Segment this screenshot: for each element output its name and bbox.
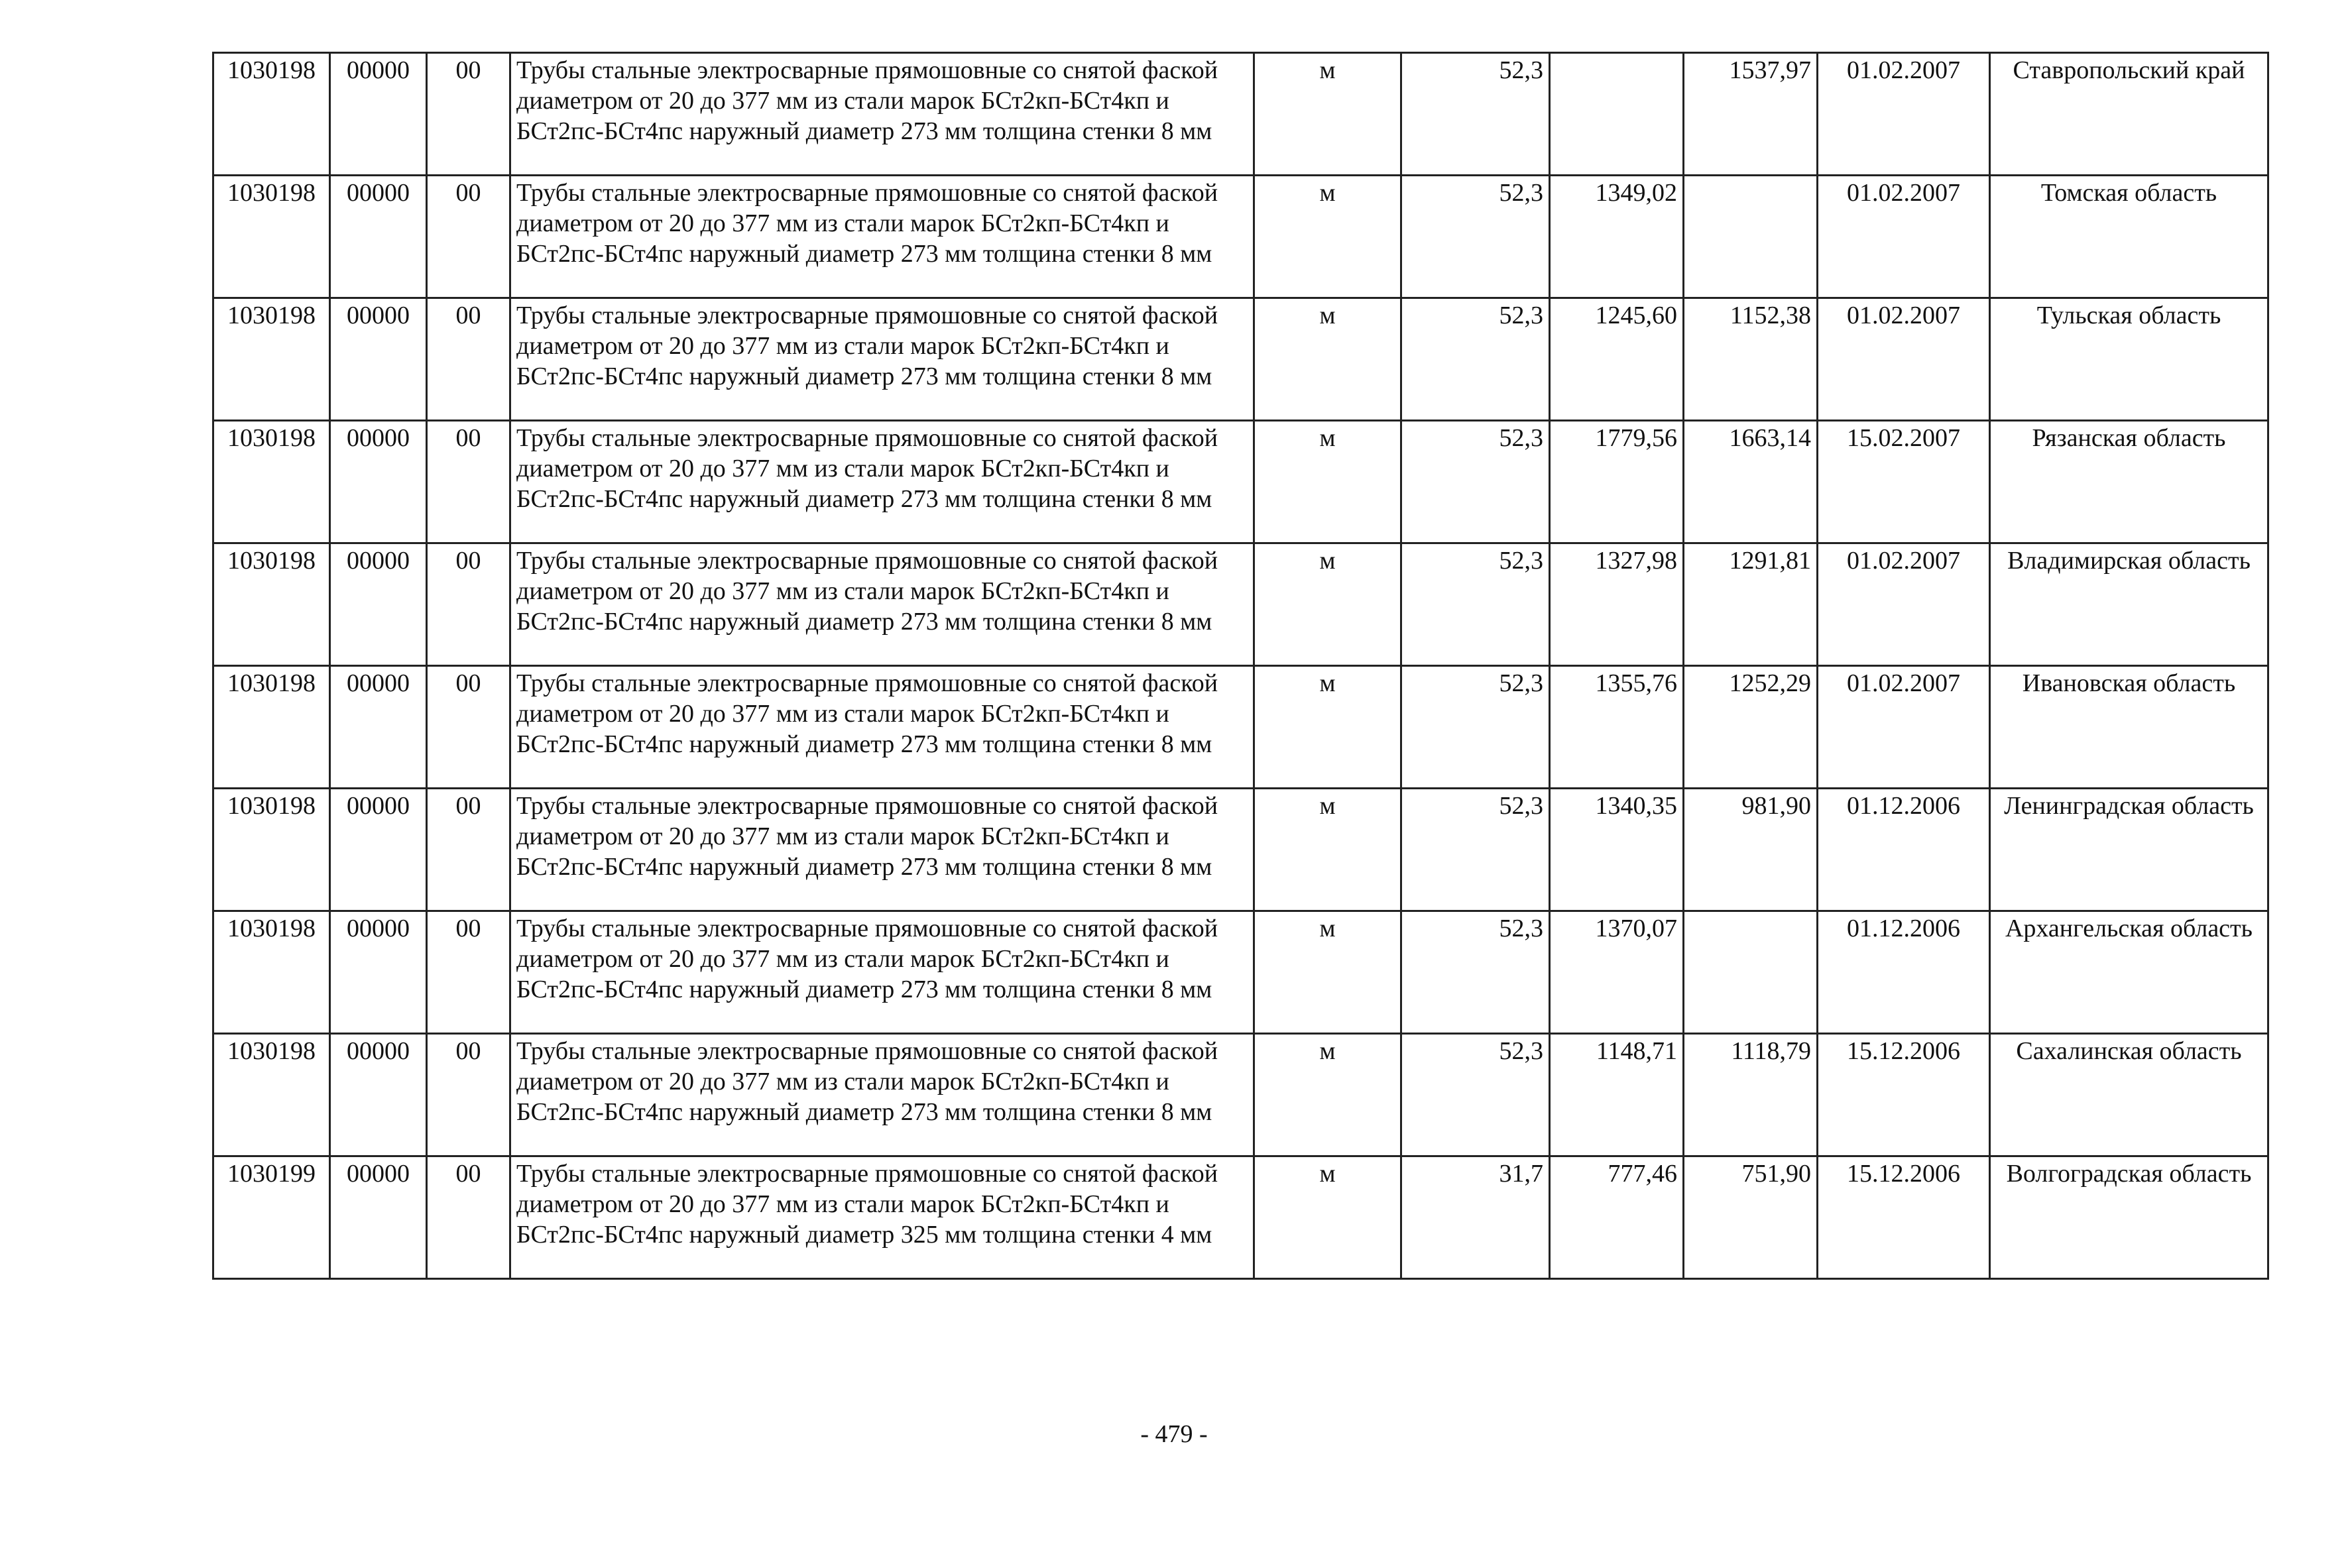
sub-code2-cell: 00 <box>427 298 510 421</box>
table-row <box>213 789 2268 911</box>
table-row <box>213 1156 2268 1279</box>
description-cell: Трубы стальные электросварные прямошовные со снятой фаской диаметром от 20 до 377 мм из стали марок БСт2кп-БСт4кп и БСт2пс-БСт4пс наружный диаметр 273 мм толщина стенки 8 мм <box>510 176 1254 298</box>
quantity-cell: 52,3 <box>1401 1034 1550 1156</box>
quantity-cell: 52,3 <box>1401 666 1550 789</box>
date-cell: 15.02.2007 <box>1818 421 1990 543</box>
item-code-cell: 1030198 <box>213 666 330 789</box>
description-cell: Трубы стальные электросварные прямошовные со снятой фаской диаметром от 20 до 377 мм из стали марок БСт2кп-БСт4кп и БСт2пс-БСт4пс наружный диаметр 325 мм толщина стенки 4 мм <box>510 1156 1254 1279</box>
region-cell: Ивановская область <box>1990 666 2268 789</box>
description-cell: Трубы стальные электросварные прямошовные со снятой фаской диаметром от 20 до 377 мм из стали марок БСт2кп-БСт4кп и БСт2пс-БСт4пс наружный диаметр 273 мм толщина стенки 8 мм <box>510 298 1254 421</box>
description-cell: Трубы стальные электросварные прямошовные со снятой фаской диаметром от 20 до 377 мм из стали марок БСт2кп-БСт4кп и БСт2пс-БСт4пс наружный диаметр 273 мм толщина стенки 8 мм <box>510 911 1254 1034</box>
region-cell: Владимирская область <box>1990 543 2268 666</box>
description-cell: Трубы стальные электросварные прямошовные со снятой фаской диаметром от 20 до 377 мм из стали марок БСт2кп-БСт4кп и БСт2пс-БСт4пс наружный диаметр 273 мм толщина стенки 8 мм <box>510 666 1254 789</box>
table-row <box>213 666 2268 789</box>
region-cell: Сахалинская область <box>1990 1034 2268 1156</box>
price-alt-cell: 1537,97 <box>1684 53 1818 176</box>
description-cell: Трубы стальные электросварные прямошовные со снятой фаской диаметром от 20 до 377 мм из стали марок БСт2кп-БСт4кп и БСт2пс-БСт4пс наружный диаметр 273 мм толщина стенки 8 мм <box>510 1034 1254 1156</box>
price-alt-cell <box>1684 911 1818 1034</box>
page-number: - 479 - <box>1140 1420 1208 1448</box>
sub-code-cell: 00000 <box>330 789 427 911</box>
unit-cell: м <box>1254 543 1401 666</box>
table-row <box>213 421 2268 543</box>
price-cell: 777,46 <box>1550 1156 1684 1279</box>
sub-code-cell: 00000 <box>330 421 427 543</box>
unit-cell: м <box>1254 298 1401 421</box>
quantity-cell: 52,3 <box>1401 789 1550 911</box>
table-row <box>213 543 2268 666</box>
sub-code2-cell: 00 <box>427 1156 510 1279</box>
unit-cell: м <box>1254 1156 1401 1279</box>
description-cell: Трубы стальные электросварные прямошовные со снятой фаской диаметром от 20 до 377 мм из стали марок БСт2кп-БСт4кп и БСт2пс-БСт4пс наружный диаметр 273 мм толщина стенки 8 мм <box>510 421 1254 543</box>
date-cell: 01.12.2006 <box>1818 789 1990 911</box>
sub-code-cell: 00000 <box>330 543 427 666</box>
unit-cell: м <box>1254 53 1401 176</box>
price-alt-cell: 1291,81 <box>1684 543 1818 666</box>
date-cell: 01.02.2007 <box>1818 176 1990 298</box>
sub-code-cell: 00000 <box>330 298 427 421</box>
region-cell: Волгоградская область <box>1990 1156 2268 1279</box>
price-cell: 1327,98 <box>1550 543 1684 666</box>
sub-code2-cell: 00 <box>427 666 510 789</box>
date-cell: 01.02.2007 <box>1818 666 1990 789</box>
item-code-cell: 1030198 <box>213 1034 330 1156</box>
region-cell: Ленинградская область <box>1990 789 2268 911</box>
unit-cell: м <box>1254 666 1401 789</box>
price-cell: 1148,71 <box>1550 1034 1684 1156</box>
region-cell: Тульская область <box>1990 298 2268 421</box>
date-cell: 01.12.2006 <box>1818 911 1990 1034</box>
price-alt-cell: 981,90 <box>1684 789 1818 911</box>
quantity-cell: 52,3 <box>1401 176 1550 298</box>
description-cell: Трубы стальные электросварные прямошовные со снятой фаской диаметром от 20 до 377 мм из стали марок БСт2кп-БСт4кп и БСт2пс-БСт4пс наружный диаметр 273 мм толщина стенки 8 мм <box>510 53 1254 176</box>
price-alt-cell: 751,90 <box>1684 1156 1818 1279</box>
price-cell: 1779,56 <box>1550 421 1684 543</box>
region-cell: Рязанская область <box>1990 421 2268 543</box>
quantity-cell: 31,7 <box>1401 1156 1550 1279</box>
price-alt-cell: 1118,79 <box>1684 1034 1818 1156</box>
item-code-cell: 1030198 <box>213 911 330 1034</box>
price-alt-cell: 1663,14 <box>1684 421 1818 543</box>
sub-code-cell: 00000 <box>330 176 427 298</box>
date-cell: 01.02.2007 <box>1818 298 1990 421</box>
region-cell: Томская область <box>1990 176 2268 298</box>
item-code-cell: 1030198 <box>213 543 330 666</box>
item-code-cell: 1030198 <box>213 789 330 911</box>
sub-code2-cell: 00 <box>427 911 510 1034</box>
description-cell: Трубы стальные электросварные прямошовные со снятой фаской диаметром от 20 до 377 мм из стали марок БСт2кп-БСт4кп и БСт2пс-БСт4пс наружный диаметр 273 мм толщина стенки 8 мм <box>510 543 1254 666</box>
price-cell: 1355,76 <box>1550 666 1684 789</box>
date-cell: 15.12.2006 <box>1818 1156 1990 1279</box>
date-cell: 01.02.2007 <box>1818 53 1990 176</box>
quantity-cell: 52,3 <box>1401 543 1550 666</box>
item-code-cell: 1030198 <box>213 53 330 176</box>
table-row <box>213 1034 2268 1156</box>
unit-cell: м <box>1254 421 1401 543</box>
item-code-cell: 1030198 <box>213 421 330 543</box>
sub-code2-cell: 00 <box>427 53 510 176</box>
sub-code-cell: 00000 <box>330 666 427 789</box>
price-alt-cell <box>1684 176 1818 298</box>
sub-code2-cell: 00 <box>427 1034 510 1156</box>
sub-code-cell: 00000 <box>330 1034 427 1156</box>
table-body <box>213 53 2268 1279</box>
price-cell: 1340,35 <box>1550 789 1684 911</box>
unit-cell: м <box>1254 911 1401 1034</box>
sub-code2-cell: 00 <box>427 176 510 298</box>
price-table <box>212 52 2269 1280</box>
sub-code2-cell: 00 <box>427 543 510 666</box>
sub-code2-cell: 00 <box>427 421 510 543</box>
price-cell: 1245,60 <box>1550 298 1684 421</box>
date-cell: 01.02.2007 <box>1818 543 1990 666</box>
price-cell <box>1550 53 1684 176</box>
unit-cell: м <box>1254 789 1401 911</box>
item-code-cell: 1030199 <box>213 1156 330 1279</box>
sub-code2-cell: 00 <box>427 789 510 911</box>
table-row <box>213 53 2268 176</box>
region-cell: Ставропольский край <box>1990 53 2268 176</box>
price-alt-cell: 1152,38 <box>1684 298 1818 421</box>
price-cell: 1349,02 <box>1550 176 1684 298</box>
sub-code-cell: 00000 <box>330 53 427 176</box>
table-row <box>213 298 2268 421</box>
price-alt-cell: 1252,29 <box>1684 666 1818 789</box>
region-cell: Архангельская область <box>1990 911 2268 1034</box>
unit-cell: м <box>1254 1034 1401 1156</box>
quantity-cell: 52,3 <box>1401 911 1550 1034</box>
item-code-cell: 1030198 <box>213 298 330 421</box>
table-row <box>213 911 2268 1034</box>
unit-cell: м <box>1254 176 1401 298</box>
quantity-cell: 52,3 <box>1401 53 1550 176</box>
date-cell: 15.12.2006 <box>1818 1034 1990 1156</box>
sub-code-cell: 00000 <box>330 911 427 1034</box>
table-row <box>213 176 2268 298</box>
quantity-cell: 52,3 <box>1401 421 1550 543</box>
item-code-cell: 1030198 <box>213 176 330 298</box>
quantity-cell: 52,3 <box>1401 298 1550 421</box>
price-cell: 1370,07 <box>1550 911 1684 1034</box>
sub-code-cell: 00000 <box>330 1156 427 1279</box>
description-cell: Трубы стальные электросварные прямошовные со снятой фаской диаметром от 20 до 377 мм из стали марок БСт2кп-БСт4кп и БСт2пс-БСт4пс наружный диаметр 273 мм толщина стенки 8 мм <box>510 789 1254 911</box>
